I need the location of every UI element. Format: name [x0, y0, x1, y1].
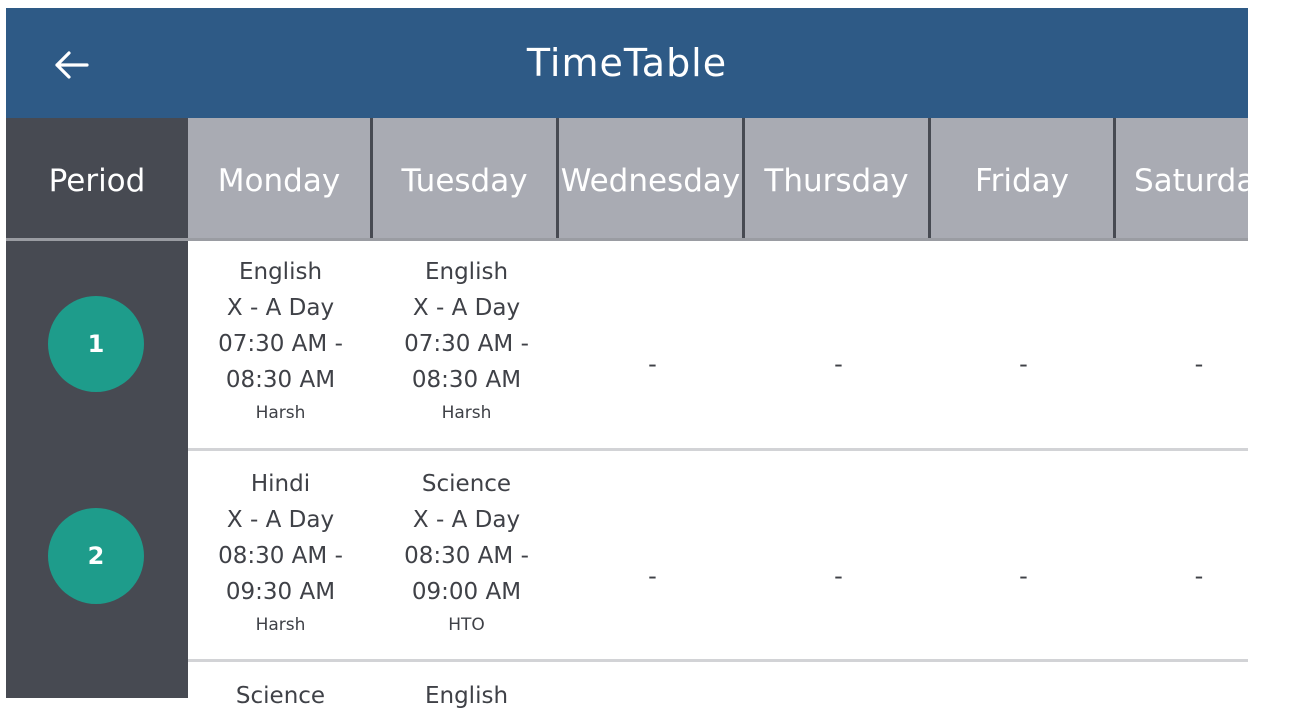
- slot-time-start: 07:30 AM -: [404, 331, 529, 357]
- period-column: [6, 118, 188, 698]
- slot-time-start: 08:30 AM -: [404, 543, 529, 569]
- slot-teacher: Harsh: [441, 403, 492, 423]
- empty-slot: -: [1019, 562, 1028, 590]
- timetable-slot[interactable]: [374, 254, 559, 428]
- slot-subject: Science: [421, 471, 512, 497]
- empty-slot: -: [1019, 350, 1028, 378]
- empty-slot: -: [1194, 350, 1204, 378]
- slot-class: X - A Day: [412, 507, 521, 533]
- slot-subject: Hindi: [250, 471, 311, 497]
- empty-slot: -: [834, 350, 843, 378]
- timetable-grid: [6, 118, 1274, 709]
- day-header-tuesday: Tuesday: [401, 163, 528, 199]
- period-header: Period: [48, 163, 146, 199]
- slot-time-end: 09:00 AM: [411, 579, 522, 605]
- slot-subject: English: [238, 259, 323, 285]
- timetable-slot[interactable]: [188, 254, 373, 428]
- app-bar: [6, 8, 1248, 118]
- slot-subject: English: [424, 683, 509, 709]
- slot-time-end: 09:30 AM: [225, 579, 336, 605]
- day-header-wednesday: Wednesday: [560, 163, 741, 199]
- back-button[interactable]: [46, 40, 96, 90]
- empty-slot: -: [648, 562, 657, 590]
- row-divider: [188, 448, 1248, 451]
- empty-slot: -: [1194, 562, 1204, 590]
- period-badge: 1: [48, 296, 144, 392]
- timetable-slot[interactable]: [188, 678, 373, 714]
- slot-time-start: 08:30 AM -: [218, 543, 343, 569]
- arrow-left-icon: [53, 50, 89, 80]
- slot-class: X - A Day: [226, 295, 335, 321]
- day-header-monday: Monday: [217, 163, 341, 199]
- slot-teacher: Harsh: [255, 403, 306, 423]
- day-header-friday: Friday: [975, 163, 1069, 199]
- slot-subject: Science: [235, 683, 326, 709]
- slot-teacher: Harsh: [255, 615, 306, 635]
- slot-teacher: HTO: [448, 615, 485, 635]
- page-title: TimeTable: [526, 41, 728, 85]
- slot-class: X - A Day: [412, 295, 521, 321]
- slot-time-end: 08:30 AM: [411, 367, 522, 393]
- day-header-saturday: Saturday: [1134, 163, 1274, 199]
- day-header-row: [188, 118, 1274, 238]
- slot-subject: English: [424, 259, 509, 285]
- day-header-thursday: Thursday: [764, 163, 909, 199]
- timetable-slot[interactable]: [374, 678, 559, 714]
- empty-slot: -: [834, 562, 843, 590]
- period-badge: 2: [48, 508, 144, 604]
- slot-time-end: 08:30 AM: [225, 367, 336, 393]
- header-divider-line: [6, 238, 1248, 241]
- empty-slot: -: [648, 350, 657, 378]
- timetable-slot[interactable]: [374, 466, 559, 640]
- status-strip: [0, 0, 1254, 8]
- slot-time-start: 07:30 AM -: [218, 331, 343, 357]
- row-divider: [188, 659, 1248, 662]
- slot-class: X - A Day: [226, 507, 335, 533]
- timetable-slot[interactable]: [188, 466, 373, 640]
